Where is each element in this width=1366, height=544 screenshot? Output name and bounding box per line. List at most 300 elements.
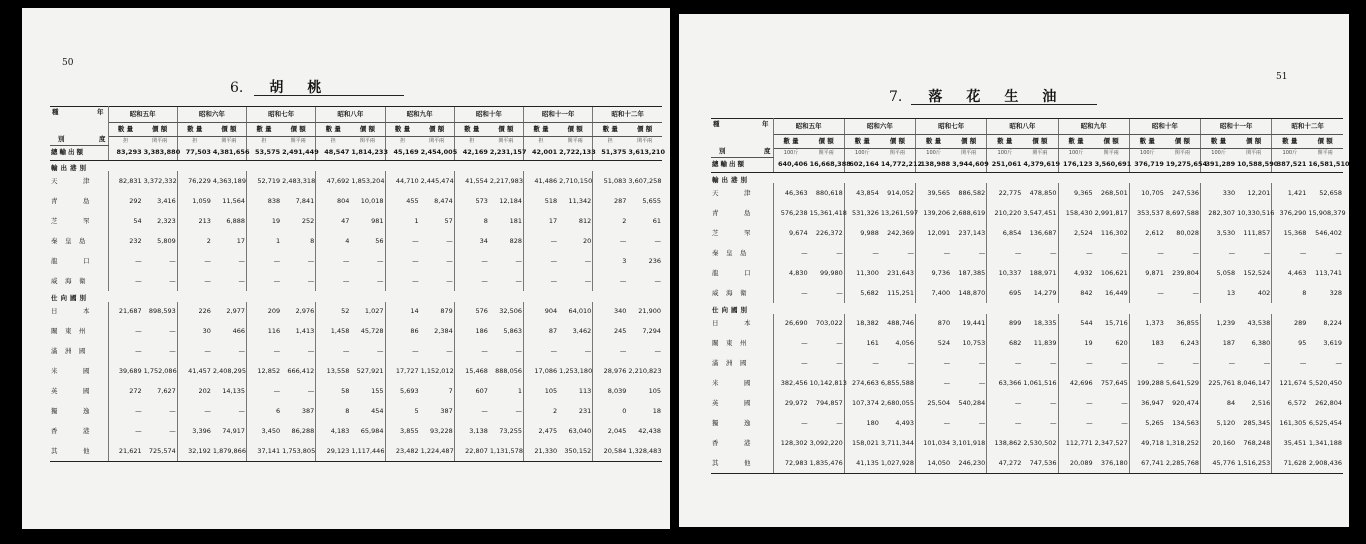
cell-value: — <box>773 414 809 434</box>
cell-value: 7,294 <box>642 327 661 336</box>
row-label <box>711 203 773 223</box>
year-header: 昭和八年 <box>316 107 385 123</box>
row-label-char: 米 <box>712 379 719 388</box>
cell-value: 18 <box>652 407 661 416</box>
cell-value: 8,697,588 <box>1165 208 1199 217</box>
cell-value: — <box>177 402 212 422</box>
cell-value: — <box>907 359 914 368</box>
cell-value: — <box>454 251 489 271</box>
cell-value: — <box>377 276 384 285</box>
year-header: 昭和五年 <box>108 107 177 123</box>
cell-value: 17,086 <box>524 362 559 382</box>
cell-value: 36,947 <box>1129 394 1165 414</box>
cell-value: 12,184 <box>499 196 522 205</box>
cell-value: 4,056 <box>895 339 914 348</box>
row-label-char: 天 <box>51 176 58 185</box>
row-label <box>711 263 773 283</box>
cell-value: 21,330 <box>524 442 559 462</box>
cell-value: 607 <box>454 382 489 402</box>
cell-value: 1,373 <box>1129 314 1165 334</box>
total-value: 48,547 <box>316 145 351 160</box>
cell-value: 39,565 <box>916 183 952 203</box>
quantity-header: 數 量 <box>1201 135 1237 149</box>
cell-value: 1,117,446 <box>350 442 385 462</box>
left-page <box>22 8 670 529</box>
cell-value: 804 <box>316 191 351 211</box>
cell-value: 2,445,474 <box>420 176 454 185</box>
cell-value: 2,612 <box>1129 223 1165 243</box>
year-header: 昭和十年 <box>454 107 523 123</box>
year-header: 昭和五年 <box>773 119 844 135</box>
year-header: 昭和六年 <box>844 119 915 135</box>
cell-value: 262,804 <box>1315 399 1342 408</box>
cell-value: 6,243 <box>1180 339 1199 348</box>
cell-value: — <box>446 276 453 285</box>
cell-value: 376,180 <box>1094 454 1130 474</box>
cell-value: — <box>978 359 986 368</box>
cell-value: — <box>169 327 176 336</box>
cell-value: 1,027,928 <box>880 454 916 474</box>
quantity-header: 數 量 <box>247 123 282 137</box>
table-row <box>711 223 1343 243</box>
cell-value: — <box>836 359 843 368</box>
row-label-char: 皇 <box>65 236 72 245</box>
row-label-char: 秦 <box>51 236 58 245</box>
cell-value: 52,658 <box>1319 188 1342 197</box>
cell-value: 18,335 <box>1033 319 1057 328</box>
cell-value: 274,663 <box>844 374 880 394</box>
cell-value: 246,230 <box>951 454 987 474</box>
cell-value: — <box>836 419 843 428</box>
row-label <box>711 183 773 203</box>
cell-value: 1,328,483 <box>627 442 662 462</box>
table-row <box>50 302 662 322</box>
row-label <box>50 171 108 191</box>
page-title <box>230 77 345 97</box>
cell-value: 292 <box>108 191 143 211</box>
cell-value: 540,284 <box>958 399 986 408</box>
cell-value: 1,516,253 <box>1236 454 1272 474</box>
row-label-char: 國 <box>740 359 747 368</box>
row-label-char: 他 <box>83 447 90 455</box>
row-label-char: 關 <box>712 339 719 348</box>
section-heading: 仕向國別 <box>712 306 750 314</box>
total-value: 3,560,691 <box>1094 157 1130 172</box>
cell-value: 28,976 <box>593 362 628 382</box>
cell-value: — <box>108 342 143 362</box>
cell-value: 99,980 <box>820 268 843 277</box>
table-row <box>711 414 1343 434</box>
cell-value: 880,618 <box>815 188 843 197</box>
cell-value: 19,441 <box>962 319 986 328</box>
cell-value: 920,474 <box>1172 399 1199 408</box>
cell-value: 454 <box>371 407 384 416</box>
cell-value: 14,279 <box>1033 288 1057 297</box>
row-label-char: 他 <box>744 459 751 467</box>
cell-value: 3,396 <box>177 422 212 442</box>
cell-value: 39,689 <box>108 362 143 382</box>
total-label: 總輸出額 <box>711 157 773 172</box>
cell-value: 105 <box>524 382 559 402</box>
cell-value: 67,741 <box>1129 454 1165 474</box>
cell-value: 879 <box>440 307 453 316</box>
cell-value: 747,536 <box>1022 454 1058 474</box>
title-char: 生 <box>1004 89 1043 105</box>
cell-value: 237,143 <box>958 228 986 237</box>
cell-value: 6,855,588 <box>880 379 914 388</box>
cell-value: 330 <box>1201 183 1237 203</box>
value-header: 價 額 <box>420 123 455 137</box>
cell-value: 41,554 <box>454 171 489 191</box>
cell-value: 6,572 <box>1272 394 1308 414</box>
cell-value: 148,870 <box>958 288 986 297</box>
cell-value: 247,536 <box>1172 188 1199 197</box>
cell-value: 402 <box>1257 288 1271 297</box>
cell-value: 52,719 <box>247 171 282 191</box>
cell-value: — <box>836 288 843 297</box>
row-label-char: 芝 <box>712 228 719 237</box>
row-label <box>50 322 108 342</box>
cell-value: 42,696 <box>1058 374 1094 394</box>
cell-value: — <box>1050 399 1057 408</box>
row-label-char: 罘 <box>744 228 751 237</box>
cell-value: — <box>238 256 245 265</box>
cell-value: 106,621 <box>1100 268 1128 277</box>
cell-value: 57 <box>444 216 453 225</box>
table-row <box>50 382 662 402</box>
page-number: 50 <box>62 58 74 68</box>
quantity-unit: 100斤 <box>1129 149 1165 158</box>
cell-value: 4,183 <box>316 422 351 442</box>
cell-value: 158,430 <box>1058 203 1094 223</box>
cell-value: — <box>1058 354 1094 374</box>
cell-value: 155 <box>371 387 384 396</box>
cell-value: 226,372 <box>815 228 843 237</box>
quantity-header: 數 量 <box>1058 135 1094 149</box>
cell-value: 3,607,258 <box>628 176 662 185</box>
cell-value: — <box>1050 248 1057 257</box>
cell-value: 183 <box>1129 334 1165 354</box>
quantity-header: 數 量 <box>108 123 143 137</box>
cell-value: 2,991,817 <box>1094 208 1128 217</box>
value-header: 價 額 <box>1094 135 1130 149</box>
cell-value: — <box>1192 248 1199 257</box>
total-value: 640,406 <box>773 157 809 172</box>
cell-value: — <box>978 419 986 428</box>
table-row <box>50 322 662 342</box>
page-number: 51 <box>1276 72 1288 82</box>
cell-value: 19 <box>1058 334 1094 354</box>
row-label-char: 日 <box>51 307 58 316</box>
row-label <box>711 374 773 394</box>
cell-value: 1,835,476 <box>809 454 845 474</box>
quantity-unit: 100斤 <box>1272 149 1308 158</box>
cell-value: 239,804 <box>1172 268 1199 277</box>
cell-value: 202 <box>177 382 212 402</box>
cell-value: 2,384 <box>434 327 453 336</box>
cell-value: 9,674 <box>773 223 809 243</box>
row-label-char: 國 <box>79 347 86 356</box>
cell-value: — <box>169 276 176 285</box>
cell-value: 4,463 <box>1272 263 1308 283</box>
cell-value: 289 <box>1272 314 1308 334</box>
cell-value: — <box>1129 283 1165 303</box>
cell-value: 84 <box>1201 394 1237 414</box>
cell-value: 161 <box>844 334 880 354</box>
cell-value: 32,506 <box>499 307 522 316</box>
row-label-char: 龍 <box>712 268 719 277</box>
cell-value: 47,272 <box>987 454 1023 474</box>
corner-label: 別 <box>719 147 726 155</box>
cell-value: — <box>1192 359 1199 368</box>
total-value: 10,588,590 <box>1236 157 1272 172</box>
quantity-unit: 担 <box>593 137 628 146</box>
row-label-char: 英 <box>51 387 58 396</box>
cell-value: 768,248 <box>1243 439 1271 448</box>
right-page <box>679 14 1349 527</box>
cell-value: 10,753 <box>962 339 986 348</box>
total-value: 2,722,133 <box>558 145 593 160</box>
cell-value: — <box>836 248 843 257</box>
cell-value: — <box>454 342 489 362</box>
cell-value: — <box>385 271 420 291</box>
cell-value: 3,711,344 <box>880 439 914 448</box>
cell-value: 842 <box>1058 283 1094 303</box>
cell-value: 63,366 <box>987 374 1023 394</box>
cell-value: 387 <box>440 407 453 416</box>
cell-value: 3,530 <box>1201 223 1237 243</box>
cell-value: 213 <box>177 211 212 231</box>
cell-value: 2,210,823 <box>628 367 662 376</box>
cell-value: — <box>844 354 880 374</box>
section-heading: 輸出港別 <box>51 163 89 172</box>
row-label-char: 洲 <box>65 347 72 356</box>
cell-value: — <box>1272 354 1308 374</box>
cell-value: 6,380 <box>1251 339 1271 348</box>
value-unit: 関平兩 <box>498 137 514 144</box>
cell-value: 828 <box>509 236 522 245</box>
cell-value: 8 <box>316 402 351 422</box>
cell-value: 2,688,619 <box>952 208 986 217</box>
cell-value: 5,682 <box>844 283 880 303</box>
cell-value: 209 <box>247 302 282 322</box>
cell-value: — <box>446 347 453 356</box>
cell-value: 914,052 <box>887 188 914 197</box>
cell-value: 11,342 <box>568 196 592 205</box>
cell-value: 1,059 <box>177 191 212 211</box>
cell-value: — <box>515 256 522 265</box>
cell-value: 51,083 <box>593 171 628 191</box>
cell-value: 466 <box>232 327 245 336</box>
cell-value: 9,365 <box>1058 183 1094 203</box>
cell-value: 41,486 <box>524 171 559 191</box>
cell-value: 71,628 <box>1272 454 1308 474</box>
cell-value: 61 <box>652 216 661 225</box>
cell-value: 387 <box>301 407 315 416</box>
cell-value: — <box>169 407 176 416</box>
total-value: 53,575 <box>247 145 282 160</box>
row-label-char: 天 <box>712 188 719 197</box>
cell-value: — <box>177 271 212 291</box>
cell-value: 47,692 <box>316 171 351 191</box>
total-value: 19,275,654 <box>1165 157 1201 172</box>
cell-value: — <box>454 271 489 291</box>
cell-value: 116 <box>247 322 282 342</box>
cell-value: — <box>177 342 212 362</box>
cell-value: 29,123 <box>316 442 351 462</box>
row-label-char: 國 <box>83 367 90 376</box>
cell-value: 5,058 <box>1201 263 1237 283</box>
cell-value: 16,449 <box>1105 288 1128 297</box>
row-label-char: 津 <box>83 176 90 185</box>
title-underline <box>911 104 1097 105</box>
cell-value: 6 <box>247 402 282 422</box>
row-label <box>711 394 773 414</box>
cell-value: 5,693 <box>385 382 420 402</box>
year-header: 昭和十年 <box>1129 119 1200 135</box>
cell-value: — <box>1129 354 1165 374</box>
total-value: 387,521 <box>1272 157 1308 172</box>
row-label-char: 其 <box>712 459 719 467</box>
cell-value: 87 <box>524 322 559 342</box>
cell-value: 794,857 <box>815 399 843 408</box>
row-label <box>711 334 773 354</box>
cell-value: 5,520,450 <box>1308 379 1342 388</box>
cell-value: 287 <box>593 191 628 211</box>
cell-value: — <box>1050 419 1057 428</box>
cell-value: 43,854 <box>844 183 880 203</box>
year-header: 昭和十一年 <box>1201 119 1272 135</box>
cell-value: — <box>916 354 952 374</box>
value-header: 價 額 <box>809 135 845 149</box>
cell-value: — <box>515 276 522 285</box>
cell-value: — <box>987 394 1023 414</box>
cell-value: — <box>385 231 420 251</box>
cell-value: — <box>524 271 559 291</box>
row-label-char: 島 <box>744 208 751 217</box>
value-header: 價 額 <box>558 123 593 137</box>
cell-value: 41,135 <box>844 454 880 474</box>
cell-value: 45,728 <box>360 327 384 336</box>
table-row <box>711 354 1343 374</box>
cell-value: 282,307 <box>1201 203 1237 223</box>
cell-value: — <box>1058 394 1094 414</box>
cell-value: 1 <box>385 211 420 231</box>
value-unit: 関平兩 <box>1317 149 1333 156</box>
cell-value: — <box>108 322 143 342</box>
value-unit: 関平兩 <box>1032 149 1048 156</box>
cell-value: 10,337 <box>987 263 1023 283</box>
cell-value: — <box>238 407 245 416</box>
cell-value: 2 <box>593 211 628 231</box>
table-row <box>711 203 1343 223</box>
cell-value: 52 <box>316 302 351 322</box>
cell-value: — <box>584 347 592 356</box>
cell-value: 25,504 <box>916 394 952 414</box>
cell-value: 26,690 <box>773 314 809 334</box>
value-unit: 関平兩 <box>429 137 445 144</box>
cell-value: — <box>907 248 914 257</box>
cell-value: 2,475 <box>524 422 559 442</box>
cell-value: 134,563 <box>1172 419 1199 428</box>
cell-value: — <box>916 374 952 394</box>
cell-value: 11,300 <box>844 263 880 283</box>
cell-value: 4 <box>316 231 351 251</box>
cell-value: 128,302 <box>773 434 809 454</box>
quantity-header: 數 量 <box>1129 135 1165 149</box>
cell-value: 2 <box>177 231 212 251</box>
row-label-char: 香 <box>51 427 58 436</box>
cell-value: 22,807 <box>454 442 489 462</box>
value-header: 價 額 <box>281 123 316 137</box>
cell-value: 1,061,516 <box>1023 379 1057 388</box>
cell-value: 76,229 <box>177 171 212 191</box>
cell-value: — <box>916 414 952 434</box>
row-label <box>711 434 773 454</box>
year-header: 昭和九年 <box>1058 119 1129 135</box>
cell-value: 898,593 <box>148 307 176 316</box>
total-value: 16,581,510 <box>1307 157 1343 172</box>
value-header: 價 額 <box>1022 135 1058 149</box>
page-title <box>889 86 1080 106</box>
total-value: 45,169 <box>385 145 420 160</box>
cell-value: 2,323 <box>157 216 176 225</box>
cell-value: — <box>169 347 176 356</box>
cell-value: 7,400 <box>916 283 952 303</box>
cell-value: 531,326 <box>844 203 880 223</box>
quantity-header: 數 量 <box>177 123 212 137</box>
cell-value: 2,516 <box>1251 399 1271 408</box>
row-label <box>711 283 773 303</box>
table-row <box>711 263 1343 283</box>
cell-value: 43,538 <box>1247 319 1271 328</box>
row-label-char: 島 <box>83 196 90 205</box>
row-label-char: 其 <box>51 447 58 455</box>
cell-value: 5,641,529 <box>1165 379 1199 388</box>
cell-value: 5,265 <box>1129 414 1165 434</box>
row-label-char: 滿 <box>712 359 719 368</box>
quantity-unit: 100斤 <box>1058 149 1094 158</box>
total-value: 602,164 <box>844 157 880 172</box>
quantity-unit: 担 <box>454 137 489 146</box>
cell-value: 236 <box>648 256 661 265</box>
row-label <box>50 342 108 362</box>
corner-label: 種 <box>713 120 720 128</box>
cell-value: 42,438 <box>638 427 661 436</box>
row-label-char: 本 <box>83 307 90 316</box>
cell-value: 210,220 <box>987 203 1023 223</box>
cell-value: 8 <box>454 211 489 231</box>
value-header: 價 額 <box>1307 135 1343 149</box>
cell-value: 1,752,086 <box>143 367 177 376</box>
cell-value: 2,680,055 <box>880 399 914 408</box>
cell-value: 37,141 <box>247 442 282 462</box>
cell-value: 9,871 <box>1129 263 1165 283</box>
cell-value: — <box>916 243 952 263</box>
cell-value: 268,501 <box>1100 188 1128 197</box>
cell-value: 757,645 <box>1100 379 1128 388</box>
cell-value: 86 <box>385 322 420 342</box>
cell-value: 2,530,502 <box>1023 439 1057 448</box>
table-corner-header <box>50 107 108 146</box>
quantity-header: 數 量 <box>524 123 559 137</box>
cell-value: — <box>1192 288 1199 297</box>
cell-value: 886,582 <box>958 188 986 197</box>
cell-value: 65,984 <box>360 427 384 436</box>
cell-value: 2,976 <box>295 307 315 316</box>
row-label-char: 本 <box>744 319 751 328</box>
cell-value: 4,932 <box>1058 263 1094 283</box>
